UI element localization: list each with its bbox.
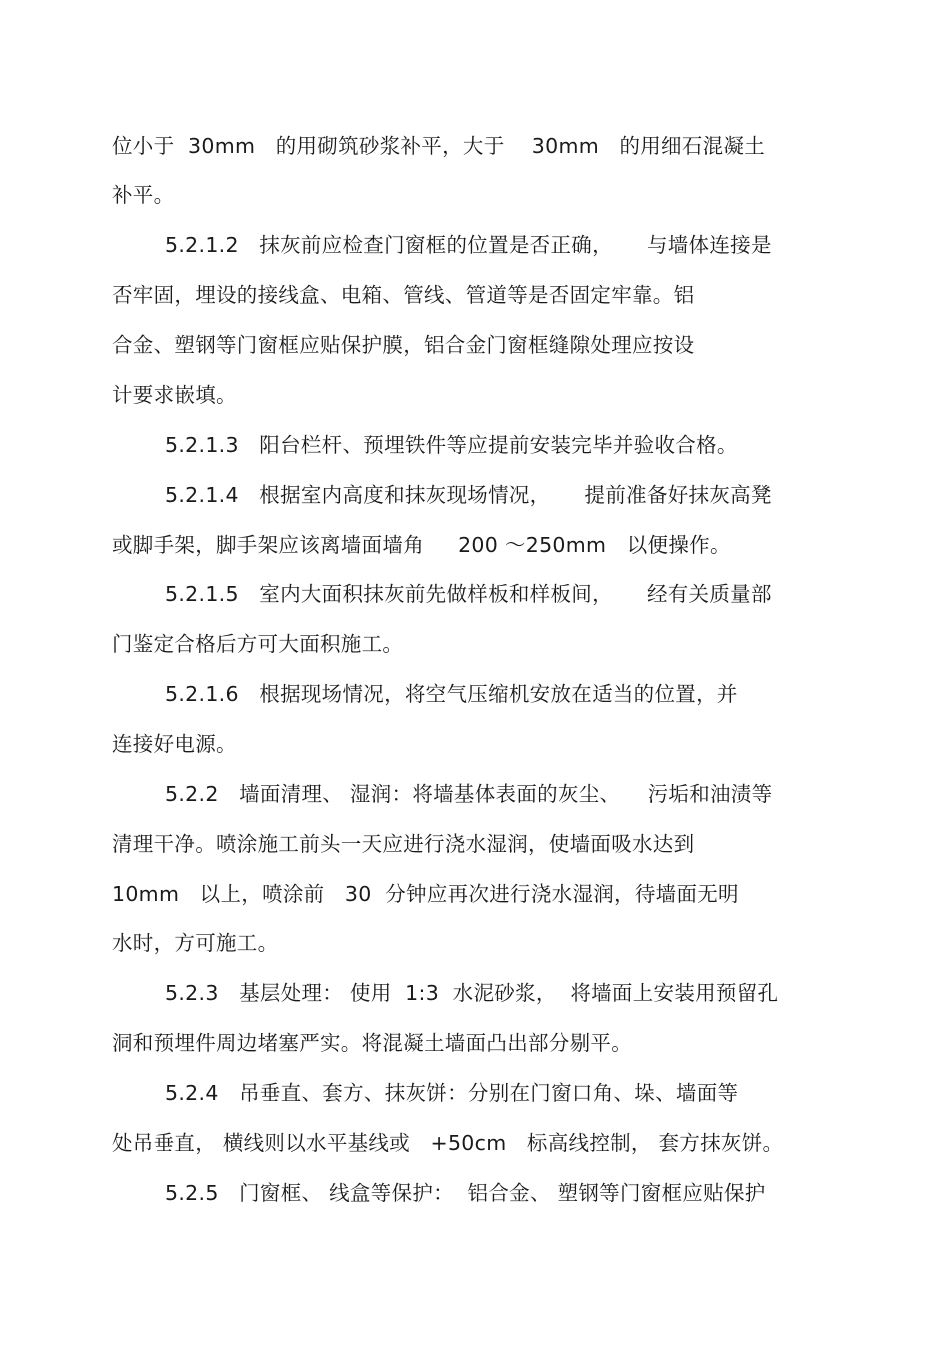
text-line: 处吊垂直， 横线则以水平基线或 +50cm 标高线控制， 套方抹灰饼。 (112, 1131, 784, 1155)
text-line: 位小于 30mm 的用砌筑砂浆补平，大于 30mm 的用细石混凝土 (112, 134, 766, 158)
text-line: 合金、塑钢等门窗框应贴保护膜，铝合金门窗框缝隙处理应按设 (112, 333, 695, 357)
text-line: 洞和预埋件周边堵塞严实。将混凝土墙面凸出部分剔平。 (112, 1031, 632, 1055)
text-line: 5.2.1.3 阳台栏杆、预埋铁件等应提前安装完毕并验收合格。 (165, 433, 738, 457)
text-line: 否牢固，埋设的接线盒、电箱、管线、管道等是否固定牢靠。铝 (112, 283, 695, 307)
text-line: 5.2.3 基层处理： 使用 1:3 水泥砂浆， 将墙面上安装用预留孔 (165, 981, 779, 1005)
text-line: 补平。 (112, 183, 175, 207)
text-line: 5.2.4 吊垂直、套方、抹灰饼：分别在门窗口角、垛、墙面等 (165, 1081, 739, 1105)
text-line: 5.2.1.4 根据室内高度和抹灰现场情况， 提前准备好抹灰高凳 (165, 483, 772, 507)
text-line: 门鉴定合格后方可大面积施工。 (112, 632, 404, 656)
text-line: 水时，方可施工。 (112, 931, 279, 955)
text-line: 5.2.2 墙面清理、 湿润：将墙基体表面的灰尘、 污垢和油渍等 (165, 782, 773, 806)
text-line: 5.2.5 门窗框、 线盒等保护： 铝合金、 塑钢等门窗框应贴保护 (165, 1181, 766, 1205)
text-line: 清理干净。喷涂施工前头一天应进行浇水湿润，使墙面吸水达到 (112, 832, 695, 856)
text-line: 5.2.1.6 根据现场情况，将空气压缩机安放在适当的位置，并 (165, 682, 738, 706)
text-line: 计要求嵌填。 (112, 383, 237, 407)
text-line: 5.2.1.5 室内大面积抹灰前先做样板和样板间， 经有关质量部 (165, 582, 772, 606)
text-line: 5.2.1.2 抹灰前应检查门窗框的位置是否正确， 与墙体连接是 (165, 233, 772, 257)
text-line: 连接好电源。 (112, 732, 237, 756)
text-line: 或脚手架，脚手架应该离墙面墙角 200 ～250mm 以便操作。 (112, 533, 731, 557)
text-line: 10mm 以上，喷涂前 30 分钟应再次进行浇水湿润，待墙面无明 (112, 882, 739, 906)
